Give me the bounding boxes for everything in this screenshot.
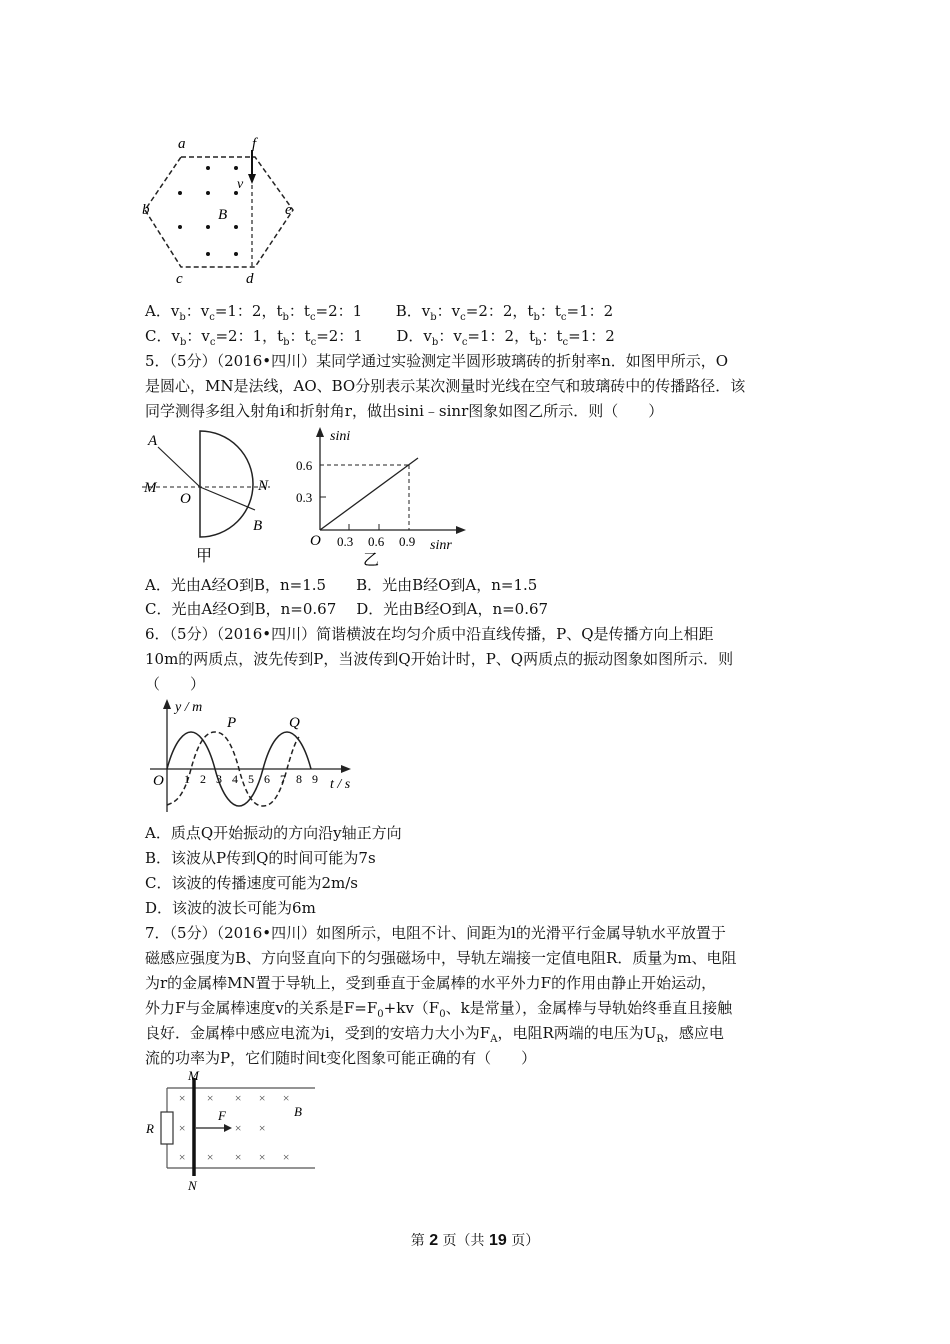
total-page-number: 19 <box>489 1232 507 1249</box>
svg-text:R: R <box>146 1121 154 1136</box>
svg-text:×: × <box>282 1091 291 1105</box>
q7-stem-line6: 流的功率为P，它们随时间t变化图象可能正确的有（ ） <box>145 1049 537 1067</box>
q7-stem-line1: 7．（5分）（2016•四川）如图所示，电阻不计、间距为l的光滑平行金属导轨水平放置于 <box>145 924 726 942</box>
q5-stem-line3: 同学测得多组入射角i和折射角r，做出sini﹣sinr图象如图乙所示．则（ ） <box>145 402 664 420</box>
svg-text:×: × <box>178 1121 187 1135</box>
svg-text:1: 1 <box>184 772 190 786</box>
q5-stem-line2: 是圆心，MN是法线，AO、BO分别表示某次测量时光线在空气和玻璃砖中的传播路径．该 <box>145 377 746 395</box>
q4-option-c[interactable]: C．$v_b$：$v_c=2$：1，$t_b$：$t_c=2$：1 <box>145 327 363 348</box>
q5-option-a[interactable]: A．光由A经O到B，n=1.5 <box>145 576 327 594</box>
svg-text:0.3: 0.3 <box>296 490 313 505</box>
svg-text:6: 6 <box>264 772 270 786</box>
svg-text:y / m: y / m <box>175 700 203 715</box>
q6-stem-line2: 10m的两质点，波先传到P，当波传到Q开始计时，P、Q两质点的振动图象如图所示．则 <box>145 650 734 668</box>
q7-stem-line3: 为r的金属棒MN置于导轨上，受到垂直于金属棒的水平外力F的作用由静止开始运动， <box>145 974 717 992</box>
svg-text:×: × <box>206 1091 215 1105</box>
q5-stem-line1: 5．（5分）（2016•四川）某同学通过实验测定半圆形玻璃砖的折射率n．如图甲所示，O <box>145 352 729 370</box>
svg-text:3: 3 <box>216 772 222 786</box>
svg-text:×: × <box>234 1150 243 1164</box>
svg-text:B: B <box>218 207 228 223</box>
svg-text:×: × <box>258 1091 267 1105</box>
svg-text:c: c <box>176 271 183 287</box>
q6-vibration-graph <box>145 697 365 817</box>
q5-option-b[interactable]: B．光由B经O到A，n=1.5 <box>356 576 538 594</box>
svg-text:0.6: 0.6 <box>296 458 313 473</box>
svg-text:7: 7 <box>280 772 286 786</box>
q6-option-c[interactable]: C．该波的传播速度可能为2m/s <box>145 874 358 892</box>
svg-text:a: a <box>178 136 186 152</box>
svg-text:8: 8 <box>296 772 302 786</box>
svg-text:×: × <box>178 1091 187 1105</box>
q5-options-row1 <box>145 574 537 596</box>
page-footer: 第 2 页（共 19 页） <box>410 1232 540 1249</box>
svg-text:v: v <box>237 177 244 192</box>
q5-option-d[interactable]: D．光由B经O到A，n=0.67 <box>356 600 549 618</box>
svg-text:b: b <box>142 202 150 218</box>
q5-option-c[interactable]: C．光由A经O到B，n=0.67 <box>145 600 337 618</box>
svg-text:乙: 乙 <box>363 552 380 569</box>
svg-text:e: e <box>285 202 292 218</box>
q7-rail-circuit-figure <box>140 1068 325 1193</box>
svg-text:0.9: 0.9 <box>399 534 416 549</box>
q6-option-a[interactable]: A．质点Q开始振动的方向沿y轴正方向 <box>145 824 402 842</box>
q6-option-d[interactable]: D．该波的波长可能为6m <box>145 899 316 917</box>
svg-text:×: × <box>258 1150 267 1164</box>
svg-text:P: P <box>227 715 237 731</box>
q4-option-a[interactable]: A．$v_b$：$v_c=1$：2，$t_b$：$t_c=2$：1 <box>145 302 363 323</box>
svg-text:d: d <box>246 271 254 287</box>
svg-text:B: B <box>253 518 263 534</box>
svg-text:×: × <box>206 1150 215 1164</box>
current-page-number: 2 <box>429 1232 439 1249</box>
svg-text:O: O <box>180 491 191 507</box>
q7-stem-line2: 磁感应强度为B、方向竖直向下的匀强磁场中，导轨左端接一定值电阻R．质量为m、电阻 <box>145 949 737 967</box>
svg-text:4: 4 <box>232 772 238 786</box>
svg-text:5: 5 <box>248 772 254 786</box>
svg-text:×: × <box>234 1091 243 1105</box>
q5-options-row2 <box>145 598 548 620</box>
q4-option-d[interactable]: D．$v_b$：$v_c=1$：2，$t_b$：$t_c=1$：2 <box>396 327 615 348</box>
svg-text:A: A <box>148 433 158 449</box>
svg-text:M: M <box>188 1068 199 1083</box>
svg-text:×: × <box>258 1121 267 1135</box>
svg-text:B: B <box>294 1104 302 1119</box>
svg-text:F: F <box>218 1108 226 1123</box>
q6-option-b[interactable]: B．该波从P传到Q的时间可能为7s <box>145 849 376 867</box>
svg-text:×: × <box>178 1150 187 1164</box>
svg-text:N: N <box>258 478 269 494</box>
svg-text:2: 2 <box>200 772 206 786</box>
svg-text:O: O <box>310 533 321 549</box>
svg-text:sinr: sinr <box>430 538 452 553</box>
q5-fig-sin-graph <box>290 425 470 570</box>
svg-text:×: × <box>234 1121 243 1135</box>
q4-option-b[interactable]: B．$v_b$：$v_c=2$：2，$t_b$：$t_c=1$：2 <box>395 302 614 323</box>
svg-text:O: O <box>153 773 164 789</box>
q6-stem-line3: （ ） <box>145 675 206 693</box>
q7-stem-line5: 良好．金属棒中感应电流为i，受到的安培力大小为$F_A$，电阻R两端的电压为$U_R$，感应电 <box>145 1024 724 1045</box>
svg-text:0.3: 0.3 <box>337 534 354 549</box>
svg-text:甲: 甲 <box>196 548 213 565</box>
svg-text:sini: sini <box>330 429 351 444</box>
svg-text:t / s: t / s <box>330 777 351 792</box>
svg-text:N: N <box>188 1178 197 1193</box>
q5-fig-semicircle <box>140 425 280 570</box>
q7-stem-line4: 外力F与金属棒速度v的关系是$F=F_0+kv(F_0$、k是常量），金属棒与导轨始终垂直且接触 <box>145 999 733 1020</box>
svg-text:Q: Q <box>289 715 300 731</box>
svg-text:×: × <box>282 1150 291 1164</box>
q6-stem-line1: 6．（5分）（2016•四川）简谐横波在均匀介质中沿直线传播，P、Q是传播方向上相距 <box>145 625 714 643</box>
hexagon-field-figure <box>140 132 305 292</box>
svg-text:f: f <box>252 136 257 152</box>
svg-text:0.6: 0.6 <box>368 534 385 549</box>
svg-text:M: M <box>144 480 157 496</box>
svg-text:9: 9 <box>312 772 318 786</box>
